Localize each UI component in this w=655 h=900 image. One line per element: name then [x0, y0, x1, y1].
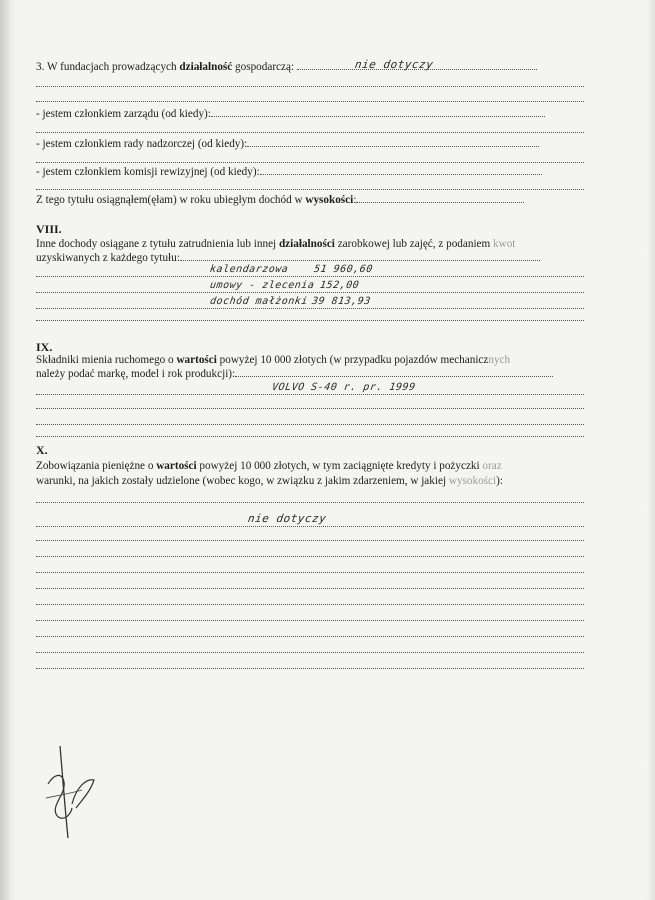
section-viii-line2 — [36, 251, 591, 265]
section-viii-text: zarobkowej lub zajęć, z podaniem — [334, 238, 494, 250]
liabilities-line — [36, 526, 584, 527]
dotted-line — [36, 620, 584, 621]
dotted-line — [36, 132, 584, 133]
section-ix-text: Składniki mienia ruchomego o — [36, 354, 177, 366]
income-entry-line — [36, 292, 584, 293]
income-entry-line — [36, 308, 584, 309]
board-member-label: - jestem członkiem zarządu (od kiedy): — [36, 108, 211, 120]
vehicle-line — [36, 394, 584, 395]
item3-handwritten-value: nie dotyczy — [354, 58, 435, 71]
income-label: Z tego tytułu osiągnąłem(ęłam) w roku ubiegłym dochód w — [36, 194, 306, 206]
scan-left-edge — [0, 0, 16, 900]
section-x-text: ): — [496, 475, 503, 487]
section-ix-text: powyżej 10 000 złotych (w przypadku pojazdów mechanicz — [216, 354, 489, 366]
income-entry-amount: 51 960,60 — [313, 264, 374, 275]
section-viii-faint: kwot — [493, 238, 516, 250]
income-bold: wysokości — [305, 194, 354, 206]
item3-bold: działalność — [179, 61, 233, 73]
section-ix-faint: nych — [488, 354, 511, 366]
income-entry-amount: 152,00 — [319, 280, 360, 291]
section-viii-text: Inne dochody osiągane z tytułu zatrudnienia lub innej — [36, 238, 279, 250]
section-ix-heading: IX. — [36, 340, 53, 354]
dotted-line — [36, 86, 584, 87]
dotted-line — [36, 652, 584, 653]
section-x-text: powyżej 10 000 złotych, w tym zaciągnięte kredyty i pożyczki — [196, 460, 483, 472]
income-colon: : — [353, 194, 357, 206]
section-ix-line2 — [36, 367, 591, 381]
audit-member-label: - jestem członkiem komisji rewizyjnej (od kiedy): — [36, 166, 260, 178]
dotted-line — [36, 572, 584, 573]
dotted-line — [36, 588, 584, 589]
item3-label: 3. W fundacjach prowadzących — [36, 61, 180, 73]
section-x-faint: wysokości — [448, 475, 497, 487]
vehicle-handwritten-value: VOLVO S-40 r. pr. 1999 — [271, 382, 417, 393]
item3-rest: gospodarczą: — [232, 61, 297, 73]
supervisory-member-line — [36, 137, 591, 151]
dotted-line — [36, 189, 584, 190]
section-x-text: warunki, na jakich zostały udzielone (wobec kogo, w związku z jakim zdarzeniem, w jakiej — [36, 475, 449, 487]
dotted-line — [36, 162, 584, 163]
item3-line — [36, 60, 591, 74]
supervisory-member-label: - jestem członkiem rady nadzorczej (od kiedy): — [36, 138, 248, 150]
dotted-line — [36, 636, 584, 637]
board-member-line — [36, 107, 591, 121]
section-viii-line1 — [36, 237, 591, 251]
income-entry-amount: 39 813,93 — [311, 296, 372, 307]
section-x-faint: oraz — [482, 460, 502, 472]
audit-member-line — [36, 165, 591, 179]
dotted-line — [36, 540, 584, 541]
section-x-bold: wartości — [156, 460, 197, 472]
section-ix-text: należy podać markę, model i rok produkcji): — [36, 368, 236, 380]
income-entry-name: kalendarzowa — [209, 264, 290, 275]
liabilities-handwritten-value: nie dotyczy — [247, 512, 328, 525]
dotted-line — [36, 101, 584, 102]
section-ix-bold: wartości — [176, 354, 217, 366]
income-entry-name: umowy - zlecenia — [209, 280, 316, 291]
signature-mark — [42, 738, 102, 848]
section-x-line2 — [36, 474, 591, 488]
dotted-line — [36, 604, 584, 605]
dotted-line — [36, 556, 584, 557]
dotted-line — [36, 502, 584, 503]
section-x-text: Zobowiązania pieniężne o — [36, 460, 157, 472]
dotted-line — [36, 436, 584, 437]
dotted-line — [36, 668, 584, 669]
section-x-line1 — [36, 459, 591, 473]
dotted-line — [36, 424, 584, 425]
scan-right-edge — [647, 0, 655, 900]
section-x-heading: X. — [36, 443, 48, 457]
income-entry-name: dochód małżonki — [209, 296, 309, 307]
section-viii-heading: VIII. — [36, 222, 62, 236]
section-viii-bold: działalności — [278, 238, 335, 250]
dotted-line — [36, 320, 584, 321]
section-viii-text: uzyskiwanych z każdego tytułu: — [36, 252, 180, 264]
dotted-line — [36, 408, 584, 409]
section-ix-line1 — [36, 353, 591, 367]
income-entry-line — [36, 276, 584, 277]
income-line — [36, 193, 591, 207]
